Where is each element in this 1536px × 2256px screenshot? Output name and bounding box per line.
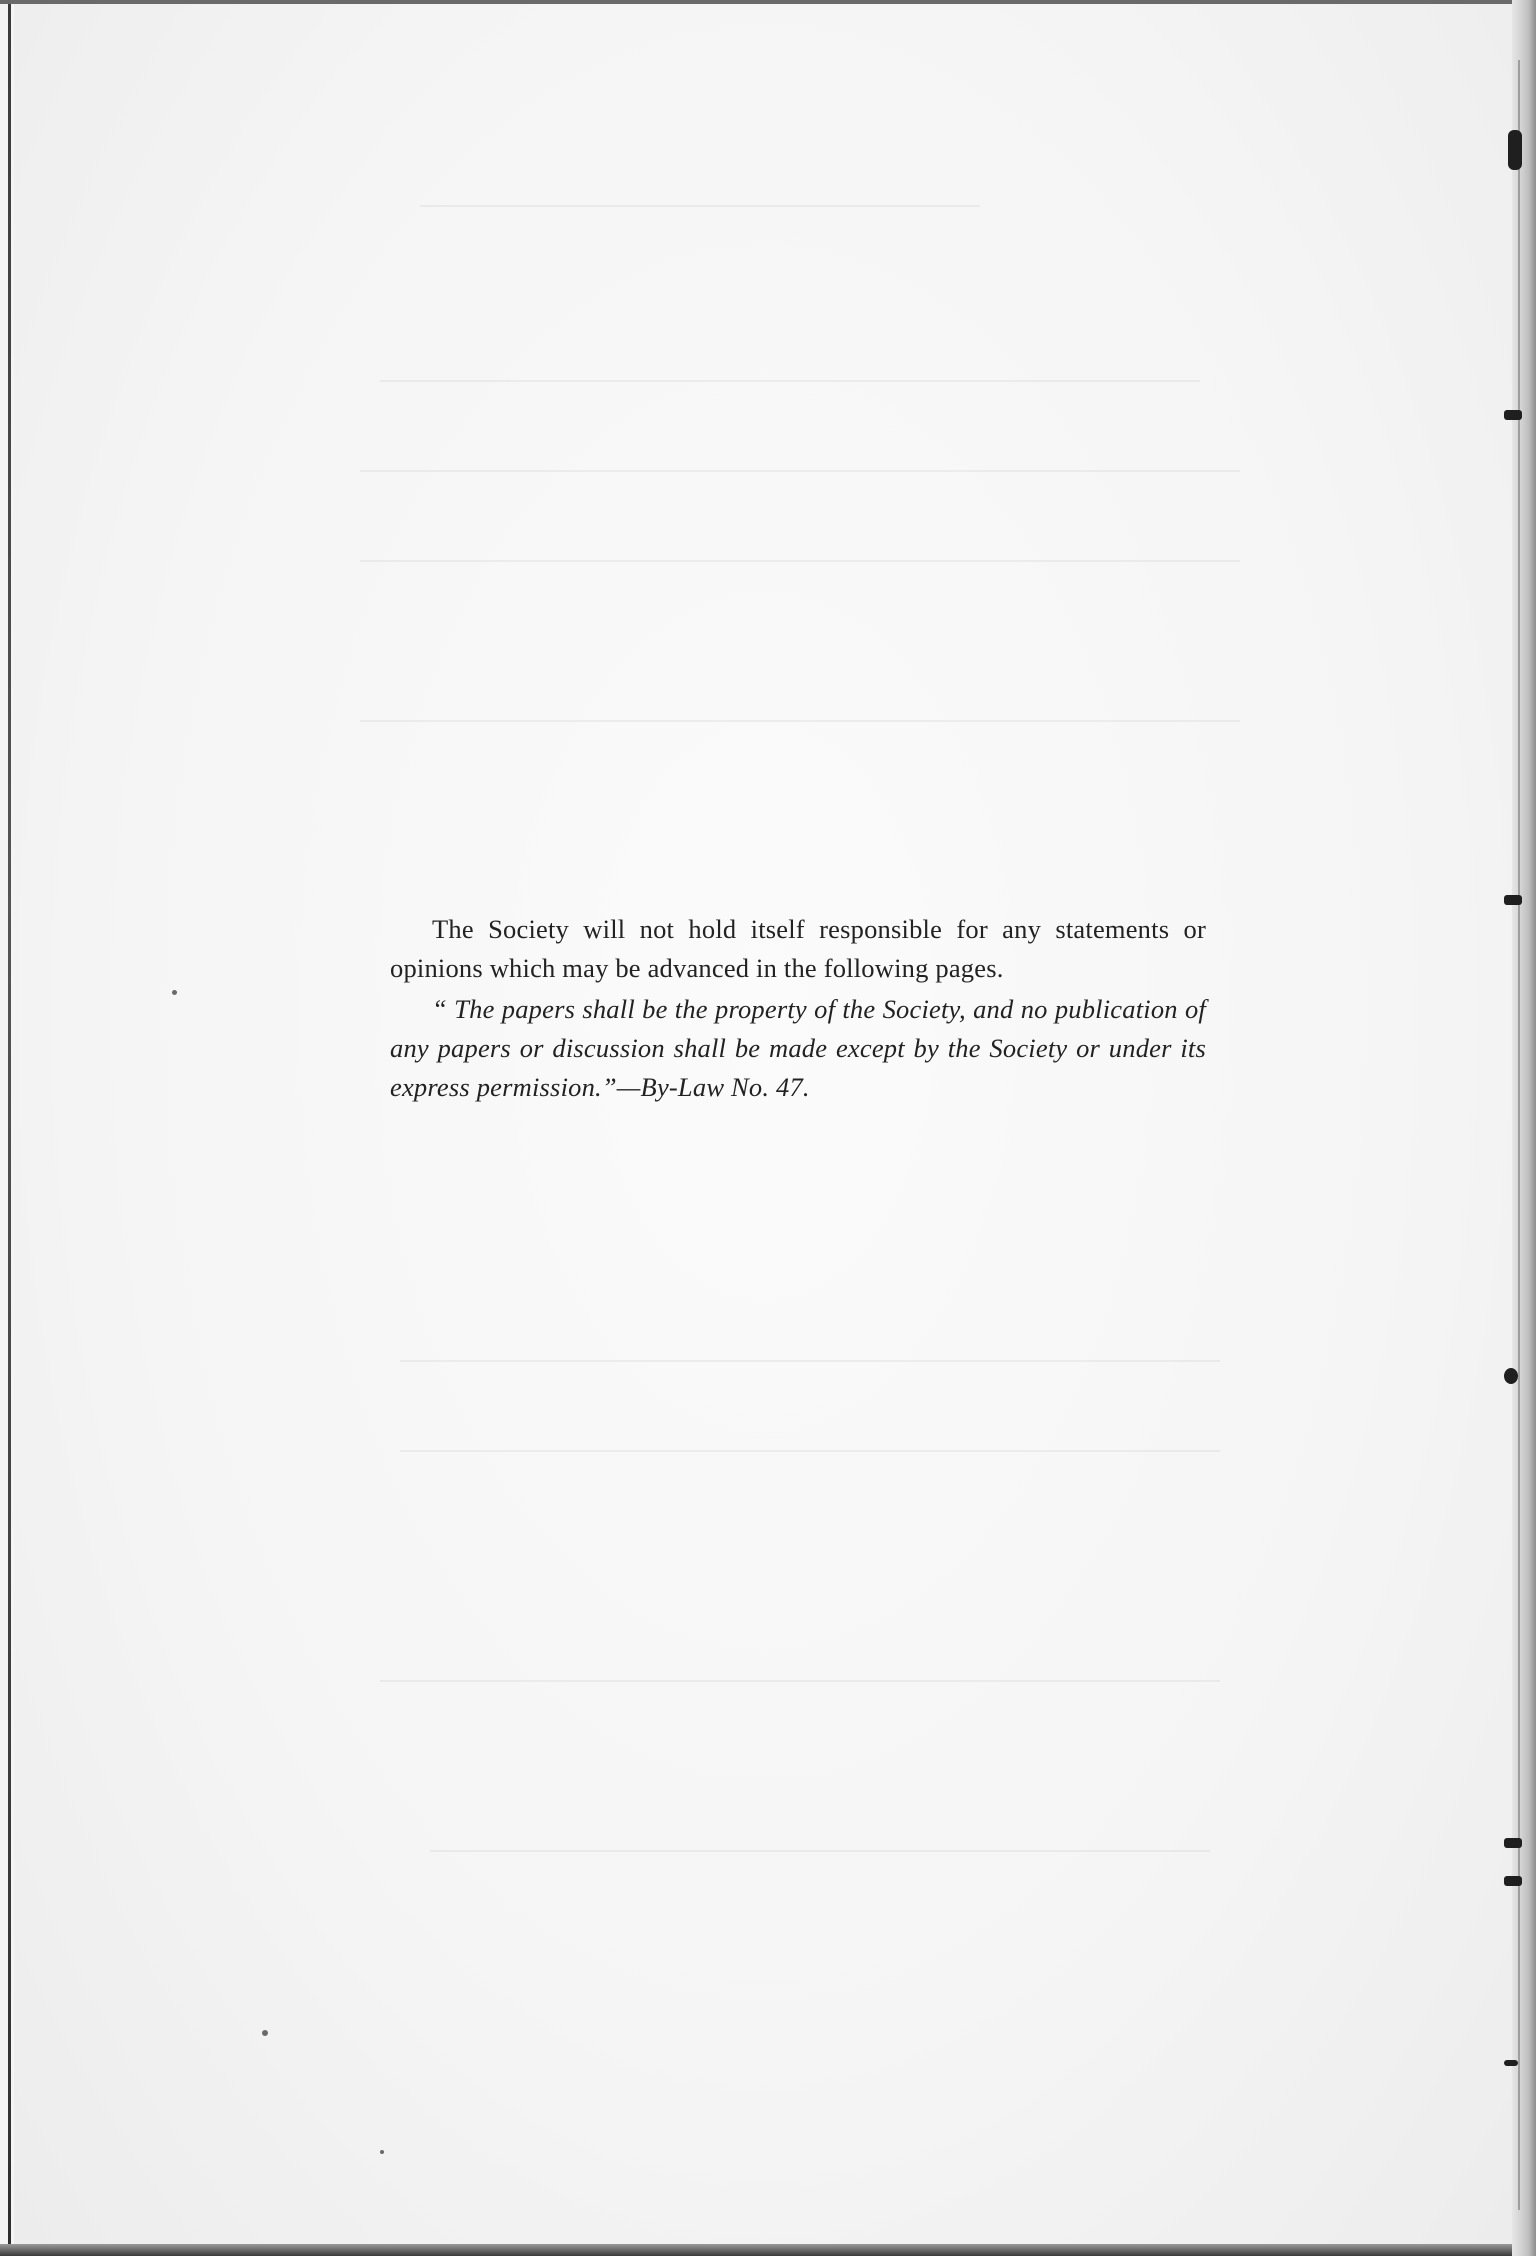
bleed-through-line bbox=[400, 1450, 1220, 1452]
binding-stitch bbox=[1504, 895, 1522, 905]
paper-sheet bbox=[14, 4, 1514, 2244]
binding-stitch bbox=[1504, 2060, 1518, 2066]
binding-stitch bbox=[1504, 1876, 1522, 1886]
scan-frame-top bbox=[0, 0, 1536, 4]
ink-speck bbox=[172, 990, 177, 995]
disclaimer-paragraph: The Society will not hold itself responsible for any statements or opinions which may be advanced in the following pages. bbox=[390, 914, 1206, 983]
bleed-through-line bbox=[360, 560, 1240, 562]
binding-stitch bbox=[1504, 410, 1522, 420]
bleed-through-line bbox=[360, 470, 1240, 472]
binding-fold-line bbox=[1518, 60, 1520, 2210]
bylaw-quote: “ The papers shall be the property of the Society, and no publication of any papers or discussion shall be made except by the Society or under its express permission.”—By-Law No. 47. bbox=[390, 994, 1206, 1102]
bleed-through-line bbox=[360, 720, 1240, 722]
scan-frame-left bbox=[8, 0, 11, 2256]
scan-frame-bottom bbox=[0, 2244, 1536, 2256]
ink-speck bbox=[262, 2030, 268, 2036]
bleed-through-line bbox=[380, 1680, 1220, 1682]
disclaimer-notice bbox=[390, 910, 1206, 1107]
binding-stitch bbox=[1508, 130, 1522, 170]
binding-stitch bbox=[1504, 1838, 1522, 1848]
bleed-through-line bbox=[420, 205, 980, 207]
ink-speck bbox=[380, 2150, 384, 2154]
binding-stitch bbox=[1504, 1368, 1518, 1384]
bleed-through-line bbox=[400, 1360, 1220, 1362]
bleed-through-line bbox=[380, 380, 1200, 382]
book-binding-edge bbox=[1512, 0, 1536, 2256]
bleed-through-line bbox=[430, 1850, 1210, 1852]
